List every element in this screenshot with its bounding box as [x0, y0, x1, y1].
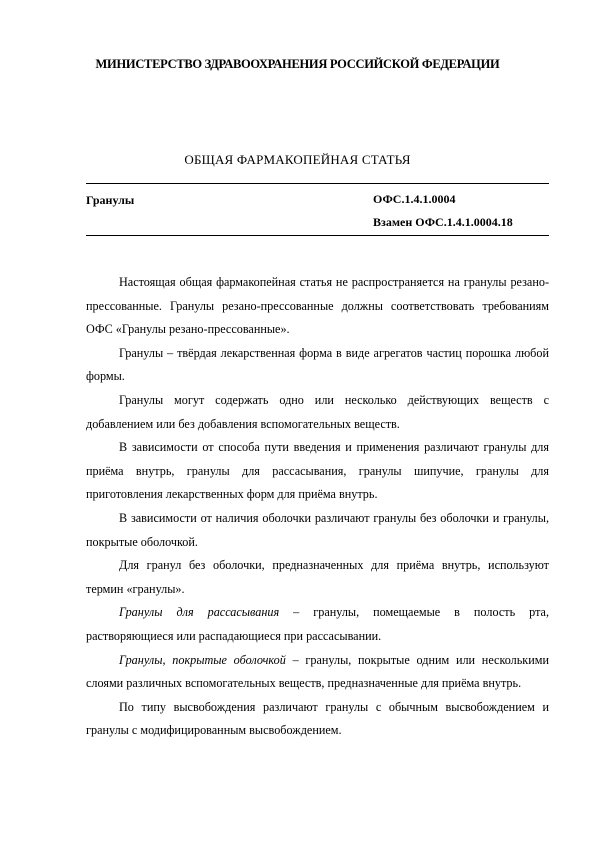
paragraph-definition: Гранулы – твёрдая лекарственная форма в виде агрегатов частиц порошка любой формы.: [86, 345, 549, 384]
paragraph-release: По типу высвобождения различают гранулы с обычным высвобождением и гранулы с модифицированным высвобождением.: [86, 699, 549, 738]
paragraph-term: Для гранул без оболочки, предназначенных для приёма внутрь, используют термин «гранулы».: [86, 558, 549, 596]
ministry-header: МИНИСТЕРСТВО ЗДРАВООХРАНЕНИЯ РОССИЙСКОЙ ФЕДЕРАЦИИ: [95, 57, 500, 71]
paragraph-coated: [86, 649, 549, 696]
definition-coated: – гранулы, покрытые одним или несколькими слоями различных вспомогательных веществ, предназначенные для приёма внутрь.: [86, 652, 549, 691]
article-body: [86, 271, 549, 743]
term-coated: Гранулы, покрытые оболочкой: [119, 652, 286, 667]
paragraph-scope: Настоящая общая фармакопейная статья не распространяется на гранулы резано-прессованные. Гранулы резано-прессованные должны соответствовать требованиям ОФС «Гранулы резано-прессованные».: [86, 275, 549, 337]
definition-oral-dissolving: – гранулы, помещаемые в полость рта, растворяющиеся или распадающиеся при рассасывании.: [86, 605, 549, 643]
replaces-code: Взамен ОФС.1.4.1.0004.18: [373, 215, 513, 229]
article-name: Гранулы: [86, 193, 135, 207]
document-title: ОБЩАЯ ФАРМАКОПЕЙНАЯ СТАТЬЯ: [184, 152, 411, 167]
article-code: ОФС.1.4.1.0004: [373, 192, 456, 206]
paragraph-oral-dissolving: [86, 601, 549, 648]
paragraph-coating: В зависимости от наличия оболочки различают гранулы без оболочки и гранулы, покрытые оболочкой.: [86, 510, 549, 549]
paragraph-routes: В зависимости от способа пути введения и применения различают гранулы для приёма внутрь, гранулы для рассасывания, гранулы шипучие, гранулы для приготовления лекарственных форм для приёма внутрь.: [86, 440, 549, 502]
top-rule: [86, 183, 549, 184]
bottom-rule: [86, 235, 549, 236]
paragraph-composition: Гранулы могут содержать одно или несколько действующих веществ с добавлением или без добавления вспомогательных веществ.: [86, 392, 549, 431]
term-oral-dissolving: Гранулы для рассасывания: [119, 605, 280, 620]
